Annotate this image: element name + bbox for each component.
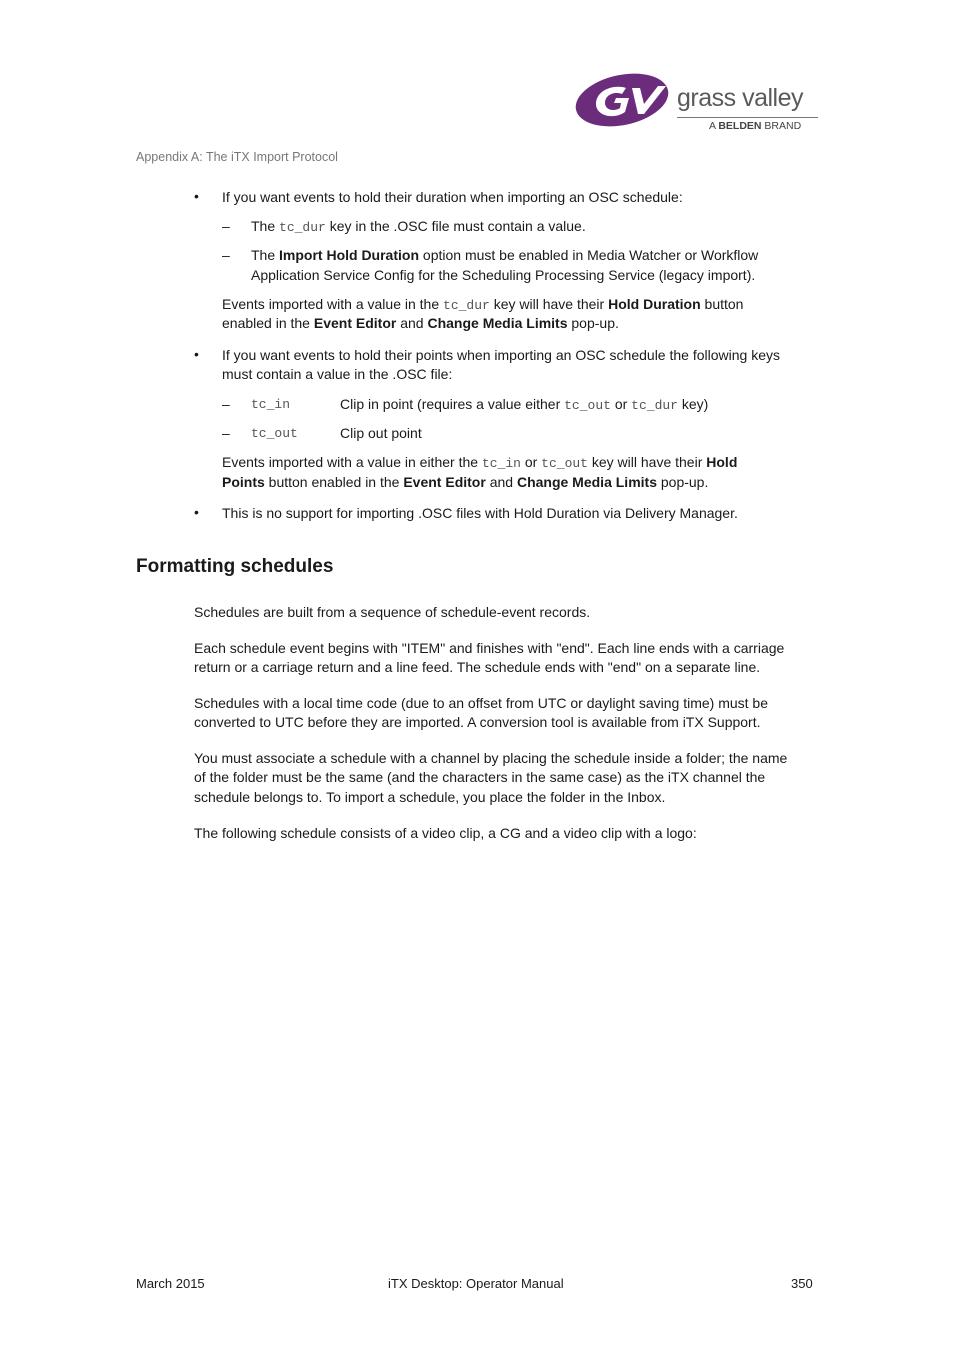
dash-icon: – (222, 218, 230, 234)
bullet-3-text: This is no support for importing .OSC files with Hold Duration via Delivery Manager. (222, 505, 738, 521)
key-tc-out: tc_out (251, 426, 298, 441)
bullet-icon: • (194, 346, 199, 362)
logo-divider (677, 117, 818, 118)
grass-valley-logo (574, 70, 824, 134)
section-paragraph-2-line-1: Each schedule event begins with "ITEM" and finishes with "end". Each line ends with a carriage (194, 640, 785, 656)
key-tc-in-desc: Clip in point (requires a value either tc_out or tc_dur key) (340, 396, 709, 413)
section-paragraph-3-line-2: converted to UTC before they are imported. A conversion tool is available from iTX Support. (194, 714, 761, 730)
bullet-1-dash-2: The Import Hold Duration option must be enabled in Media Watcher or Workflow (251, 247, 759, 263)
footer-page-number: 350 (791, 1276, 813, 1291)
breadcrumb: Appendix A: The iTX Import Protocol (136, 150, 338, 164)
section-title: Formatting schedules (136, 556, 334, 577)
section-paragraph-2-line-2: return or a carriage return and a line feed. The schedule ends with "end" on a separate line. (194, 659, 761, 675)
section-paragraph-1: Schedules are built from a sequence of schedule-event records. (194, 604, 591, 620)
section-paragraph-5: The following schedule consists of a video clip, a CG and a video clip with a logo: (194, 825, 697, 841)
bullet-icon: • (194, 504, 199, 520)
bullet-2-line-1: If you want events to hold their points when importing an OSC schedule the following keys (222, 347, 780, 363)
bullet-1-dash-1: The tc_dur key in the .OSC file must contain a value. (251, 218, 586, 235)
bullet-1-note-line-2: enabled in the Event Editor and Change Media Limits pop-up. (222, 315, 619, 331)
key-tc-out-desc: Clip out point (340, 425, 422, 441)
bullet-2-line-2: must contain a value in the .OSC file: (222, 366, 453, 382)
footer-date: March 2015 (136, 1276, 205, 1291)
section-paragraph-3-line-1: Schedules with a local time code (due to an offset from UTC or daylight saving time) must be (194, 695, 769, 711)
bullet-1-text: If you want events to hold their duration when importing an OSC schedule: (222, 189, 683, 205)
footer-title: iTX Desktop: Operator Manual (388, 1276, 564, 1291)
section-paragraph-4-line-1: You must associate a schedule with a channel by placing the schedule inside a folder; the name (194, 750, 788, 766)
section-paragraph-4-line-3: schedule belongs to. To import a schedule, you place the folder in the Inbox. (194, 789, 666, 805)
bullet-1-dash-2-line-2: Application Service Config for the Scheduling Processing Service (legacy import). (251, 267, 756, 283)
bullet-2-note: Events imported with a value in either the tc_in or tc_out key will have their Hold (222, 454, 738, 471)
key-tc-in: tc_in (251, 397, 291, 412)
bullet-icon: • (194, 188, 199, 204)
dash-icon: – (222, 247, 230, 263)
logo-tagline: A BELDEN BRAND (709, 120, 802, 132)
bullet-2-note-line-2: Points button enabled in the Event Editor and Change Media Limits pop-up. (222, 474, 709, 490)
logo-wordmark: grass valley (677, 84, 803, 112)
dash-icon: – (222, 396, 230, 412)
section-paragraph-4-line-2: of the folder must be the same (and the characters in the same case) as the iTX channel the (194, 769, 766, 785)
dash-icon: – (222, 425, 230, 441)
bullet-1-note: Events imported with a value in the tc_dur key will have their Hold Duration button (222, 296, 744, 313)
